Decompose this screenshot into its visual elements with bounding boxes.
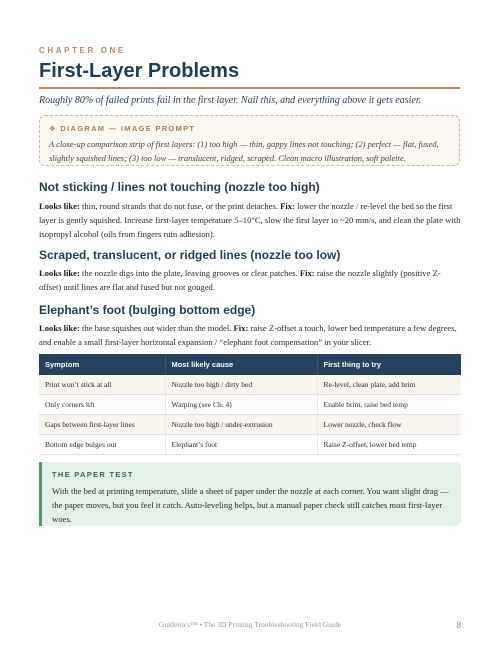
table-cell: Warping (see Ch. 4) (165, 395, 317, 415)
page-number: 8 (456, 620, 461, 630)
table-cell: Bottom edge bulges out (39, 435, 165, 455)
table-header-row (39, 354, 461, 375)
troubleshooting-table (39, 354, 461, 455)
chapter-label: CHAPTER ONE (39, 46, 126, 55)
section-body-elephant-foot: Looks like: the base squishes out wider than the model. Fix: raise Z-offset a touch, lower bed temperature a few degrees, and enable a small first-layer horizontal expansion / “elephant foot compensation” in your slicer. (39, 323, 457, 347)
section-heading-too-low: Scraped, translucent, or ridged lines (nozzle too low) (39, 248, 341, 262)
table-header-cause: Most likely cause (165, 354, 317, 375)
table-cell: Raise Z-offset, lower bed temp (317, 435, 461, 455)
callout-text: With the bed at printing temperature, slide a sheet of paper under the nozzle at each corner. You want slight drag — the paper moves, but you feel it catch. Auto-leveling helps, but a manual paper check still catches most first-layer woes. (52, 486, 449, 524)
table-cell: Only corners lift (39, 395, 165, 415)
chapter-title: First-Layer Problems (39, 60, 240, 82)
table-cell: Nozzle too high / under-extrusion (165, 415, 317, 435)
image-prompt-box (39, 115, 460, 166)
section-heading-elephant-foot: Elephant’s foot (bulging bottom edge) (39, 303, 256, 317)
page-footer: Guidetrics™ • The 3D Printing Troubleshooting Field Guide (158, 620, 342, 629)
table-cell: Re-level, clean plate, add brim (317, 375, 461, 395)
table-header-symptom: Symptom (39, 354, 165, 375)
table-cell: Lower nozzle, check flow (317, 415, 461, 435)
diamond-icon: ❖ (49, 124, 58, 133)
section-body-too-high: Looks like: thin, round strands that do not fuse, or the print detaches. Fix: lower the nozzle / re-level the bed so the first layer is gently squished. Increase first-layer temperature 5–10°C, slow the first layer to ~20 mm/s, and clean the plate with isopropyl alcohol (oils from fingers ruin adhesion). (39, 201, 461, 239)
image-prompt-label: ❖ DIAGRAM — IMAGE PROMPT (49, 124, 196, 133)
section-heading-too-high: Not sticking / lines not touching (nozzle too high) (39, 180, 320, 194)
table-row (39, 375, 461, 395)
paper-test-callout (39, 462, 461, 526)
table-row (39, 435, 461, 455)
image-prompt-text: A close-up comparison strip of first layers: (1) too high — thin, gappy lines not touching; (2) perfect — flat, fused, slightly squished lines; (3) too low — translucent, ridged, scraped. Clean macro illustration, soft palette. (49, 139, 439, 163)
table-cell: Nozzle too high / dirty bed (165, 375, 317, 395)
chapter-intro: Roughly 80% of failed prints fail in the first layer. Nail this, and everything above it gets easier. (39, 95, 422, 106)
table-row (39, 415, 461, 435)
table-cell: Enable brim, raise bed temp (317, 395, 461, 415)
title-rule (39, 87, 460, 89)
table-cell: Print won’t stick at all (39, 375, 165, 395)
table-cell: Gaps between first-layer lines (39, 415, 165, 435)
callout-label: THE PAPER TEST (52, 470, 134, 479)
table-row (39, 395, 461, 415)
table-header-fix: First thing to try (317, 354, 461, 375)
section-body-too-low: Looks like: the nozzle digs into the plate, leaving grooves or clear patches. Fix: raise the nozzle slightly (positive Z-offset) until lines are flat and fused but not gouged. (39, 268, 441, 292)
table-cell: Elephant’s foot (165, 435, 317, 455)
